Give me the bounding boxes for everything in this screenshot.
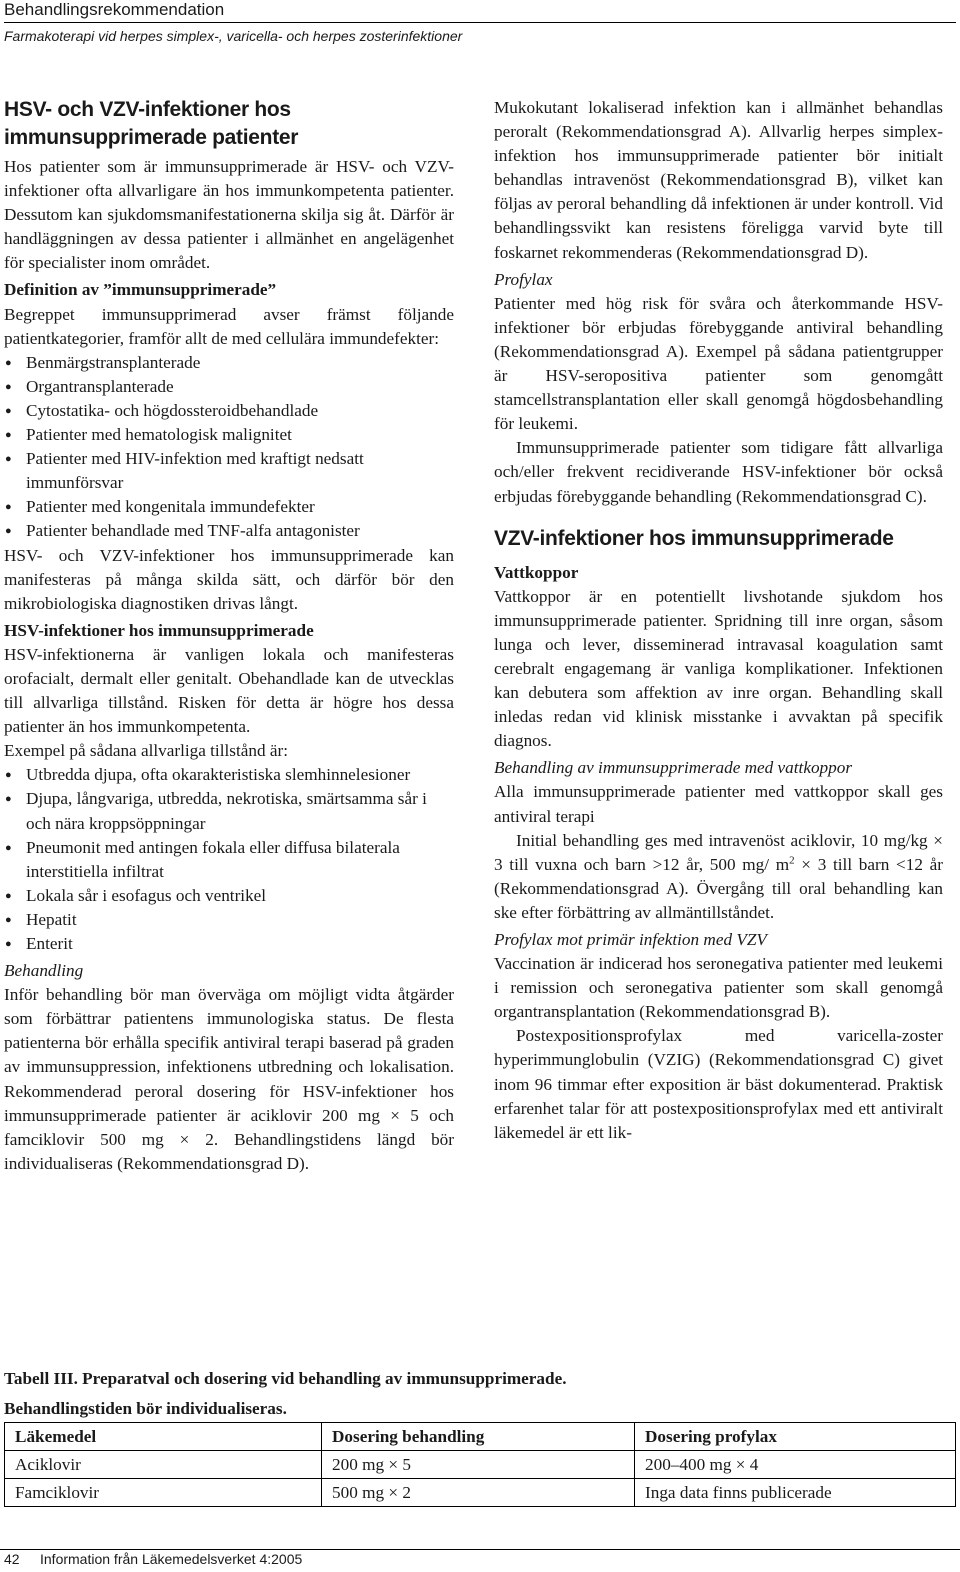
section-heading-vzv: VZV-infektioner hos immunsupprimerade	[494, 526, 894, 550]
vattkoppor-heading: Vattkoppor	[494, 562, 579, 582]
list-item: ● Patienter med hematologisk malignitet	[4, 423, 454, 447]
publication-name: Information från Läkemedelsverket 4:2005	[40, 1551, 303, 1567]
table-block	[4, 1364, 956, 1502]
definition-after-paragraph: HSV- och VZV-infektioner hos immunsupprimerade kan manifesteras på många skilda sätt, och därför bör den mikrobiologiska diagnostiken drivas långt.	[4, 545, 454, 613]
superscript-2: 2	[789, 853, 795, 866]
table-cell: 500 mg × 2	[322, 1479, 635, 1507]
table-header-row	[5, 1423, 956, 1451]
left-column	[4, 96, 454, 1176]
list-item: ● Utbredda djupa, ofta okarakteristiska slemhinnelesioner	[4, 763, 454, 787]
table-caption	[4, 1364, 956, 1424]
list-item: ● Cytostatika- och högdossteroidbehandlade	[4, 399, 454, 423]
table-row	[5, 1451, 956, 1479]
table-caption-line-1: Tabell III. Preparatval och dosering vid behandling av immunsupprimerade.	[4, 1369, 567, 1388]
behandling-vattkoppor-heading: Behandling av immunsupprimerade med vattkoppor	[494, 758, 853, 778]
profylax-paragraph-2: Immunsupprimerade patienter som tidigare fått allvarliga och/eller frekvent recidiverande HSV-infektioner bör också erbjudas förebyggande behandling (Rekommendationsgrad C).	[494, 438, 943, 506]
definition-paragraph: Begreppet immunsupprimerad avser främst följande patientkategorier, framför allt de med cellulära immundefekter:	[4, 304, 454, 348]
list-item: ● Benmärgstransplanterade	[4, 351, 454, 375]
list-item: ● Lokala sår i esofagus och ventrikel	[4, 884, 454, 908]
right-column	[494, 96, 943, 1145]
table-cell: 200–400 mg × 4	[635, 1451, 956, 1479]
list-item: ● Enterit	[4, 932, 454, 956]
hsv-paragraph: HSV-infektionerna är vanligen lokala och manifesteras orofacialt, dermalt eller genitalt. Obehandlade kan de utvecklas till allvarliga tillstånd. Risken för detta är högre hos dessa patienter än hos immunkompetenta.	[4, 644, 454, 737]
behandling-paragraph: Inför behandling bör man överväga om möjligt vidta åtgärder som förbättrar patientens immunologiska status. De flesta patienterna bör erhålla specifik antiviral terapi baserad på graden av immunsuppression, infektionens utbredning och lokalisation. Rekommenderad peroral dosering för HSV-infektioner hos immunsupprimerade patienter är aciklovir 200 mg × 5 och famciklovir 500 mg × 2. Behandlingstidens längd bör individualiseras (Rekommendationsgrad D).	[4, 985, 454, 1173]
mukokutant-paragraph: Mukokutant lokaliserad infektion kan i allmänhet behandlas peroralt (Rekommendationsgrad A). Allvarlig herpes simplex-infektion hos immunsupprimerade patienter bör initialt behandlas intravenöst (Rekommendationsgrad B), vilket kan följas av peroral behandling då infektionen är under kontroll. Vid behandlingssvikt kan resistens föreligga varvid byte till foskarnet rekommenderas (Rekommendationsgrad D).	[494, 98, 943, 262]
page-header	[4, 0, 956, 44]
table-header-cell: Dosering behandling	[322, 1423, 635, 1451]
list-item: ● Hepatit	[4, 908, 454, 932]
behandling-heading: Behandling	[4, 961, 84, 981]
list-item: ● Organtransplanterade	[4, 375, 454, 399]
behandling-vattkoppor-paragraph-2	[494, 829, 943, 925]
definition-heading: Definition av ”immunsupprimerade”	[4, 280, 277, 300]
table-cell: 200 mg × 5	[322, 1451, 635, 1479]
profylax-paragraph-1: Patienter med hög risk för svåra och återkommande HSV-infektioner bör erbjudas förebyggande antiviral behandling (Rekommendationsgrad A). Exempel på sådana patientgrupper är HSV-seropositiva patienter som genomgått stamcellstransplantation eller skall genomgå högdosbehandling för leukemi.	[494, 293, 943, 434]
table-row	[5, 1479, 956, 1507]
list-item: ● Djupa, långvariga, utbredda, nekrotiska, smärtsamma sår i och nära kroppsöppningar	[4, 787, 454, 835]
header-rule	[4, 22, 956, 23]
hsv-heading: HSV-infektioner hos immunsupprimerade	[4, 620, 314, 640]
example-intro: Exempel på sådana allvarliga tillstånd är:	[4, 741, 288, 761]
page-number: 42	[4, 1551, 20, 1567]
footer-text	[4, 1551, 302, 1567]
footer-rule	[0, 1549, 960, 1550]
header-subtitle: Farmakoterapi vid herpes simplex-, varicella- och herpes zosterinfektioner	[4, 28, 463, 44]
table-header-cell: Läkemedel	[5, 1423, 322, 1451]
intro-paragraph: Hos patienter som är immunsupprimerade är HSV- och VZV-infektioner ofta allvarligare än hos immunkompetenta patienter. Dessutom kan sjukdomsmanifestationerna skilja sig åt. Därför är handläggningen av dessa patienter i allmänhet en angelägenhet för specialister inom området.	[4, 157, 454, 273]
list-item: ● Patienter med HIV-infektion med kraftigt nedsatt immunförsvar	[4, 447, 454, 495]
table-header-cell: Dosering profylax	[635, 1423, 956, 1451]
definition-list	[4, 351, 454, 544]
table-caption-line-2: Behandlingstiden bör individualiseras.	[4, 1399, 287, 1418]
table-cell: Famciklovir	[5, 1479, 322, 1507]
dosage-text-b: × 3 till barn <12 år (Rekommendationsgrad A). Övergång till oral behandling kan ske efter förbättring av allmäntillståndet.	[494, 854, 943, 922]
profylax-vzv-paragraph-1: Vaccination är indicerad hos seronegativa patienter med leukemi i remission och seronegativa patienter som skall genomgå organtransplantation (Rekommendationsgrad B).	[494, 954, 943, 1022]
behandling-vattkoppor-paragraph-1: Alla immunsupprimerade patienter med vattkoppor skall ges antiviral terapi	[494, 782, 943, 826]
vattkoppor-paragraph: Vattkoppor är en potentiellt livshotande sjukdom hos immunsupprimerade patienter. Spridning till inre organ, såsom lunga och lever, disseminerad intravasal koagulation samt cerebralt engagemang är vanliga komplikationer. Infektionen kan debutera som affektion av inre organ. Behandling skall inledas redan vid klinisk misstanke i avvaktan på specifik diagnos.	[494, 586, 943, 751]
list-item: ● Patienter med kongenitala immundefekter	[4, 495, 454, 519]
dosage-table	[4, 1422, 956, 1507]
example-list	[4, 763, 454, 956]
header-title: Behandlingsrekommendation	[4, 0, 225, 19]
list-item: ● Patienter behandlade med TNF-alfa antagonister	[4, 519, 454, 543]
table-cell: Inga data finns publicerade	[635, 1479, 956, 1507]
list-item: ● Pneumonit med antingen fokala eller diffusa bilaterala interstitiella infiltrat	[4, 836, 454, 884]
profylax-heading: Profylax	[494, 269, 553, 289]
profylax-vzv-paragraph-2: Postexpositionsprofylax med varicella-zoster hyperimmunglobulin (VZIG) (Rekommendationsgrad C) givet inom 96 timmar efter exposition är bäst dokumenterad. Praktisk erfarenhet talar för att postexpositionsprofylax med ett antiviralt läkemedel är ett lik-	[494, 1026, 943, 1142]
table-cell: Aciklovir	[5, 1451, 322, 1479]
profylax-vzv-heading: Profylax mot primär infektion med VZV	[494, 930, 767, 949]
dosage-text-a: Initial behandling ges med intravenöst aciklovir, 10 mg/kg × 3 till vuxna och barn >12 år, 500 mg/ m	[494, 830, 943, 874]
section-heading-hsv-vzv: HSV- och VZV-infektioner hos immunsupprimerade patienter	[4, 98, 299, 149]
